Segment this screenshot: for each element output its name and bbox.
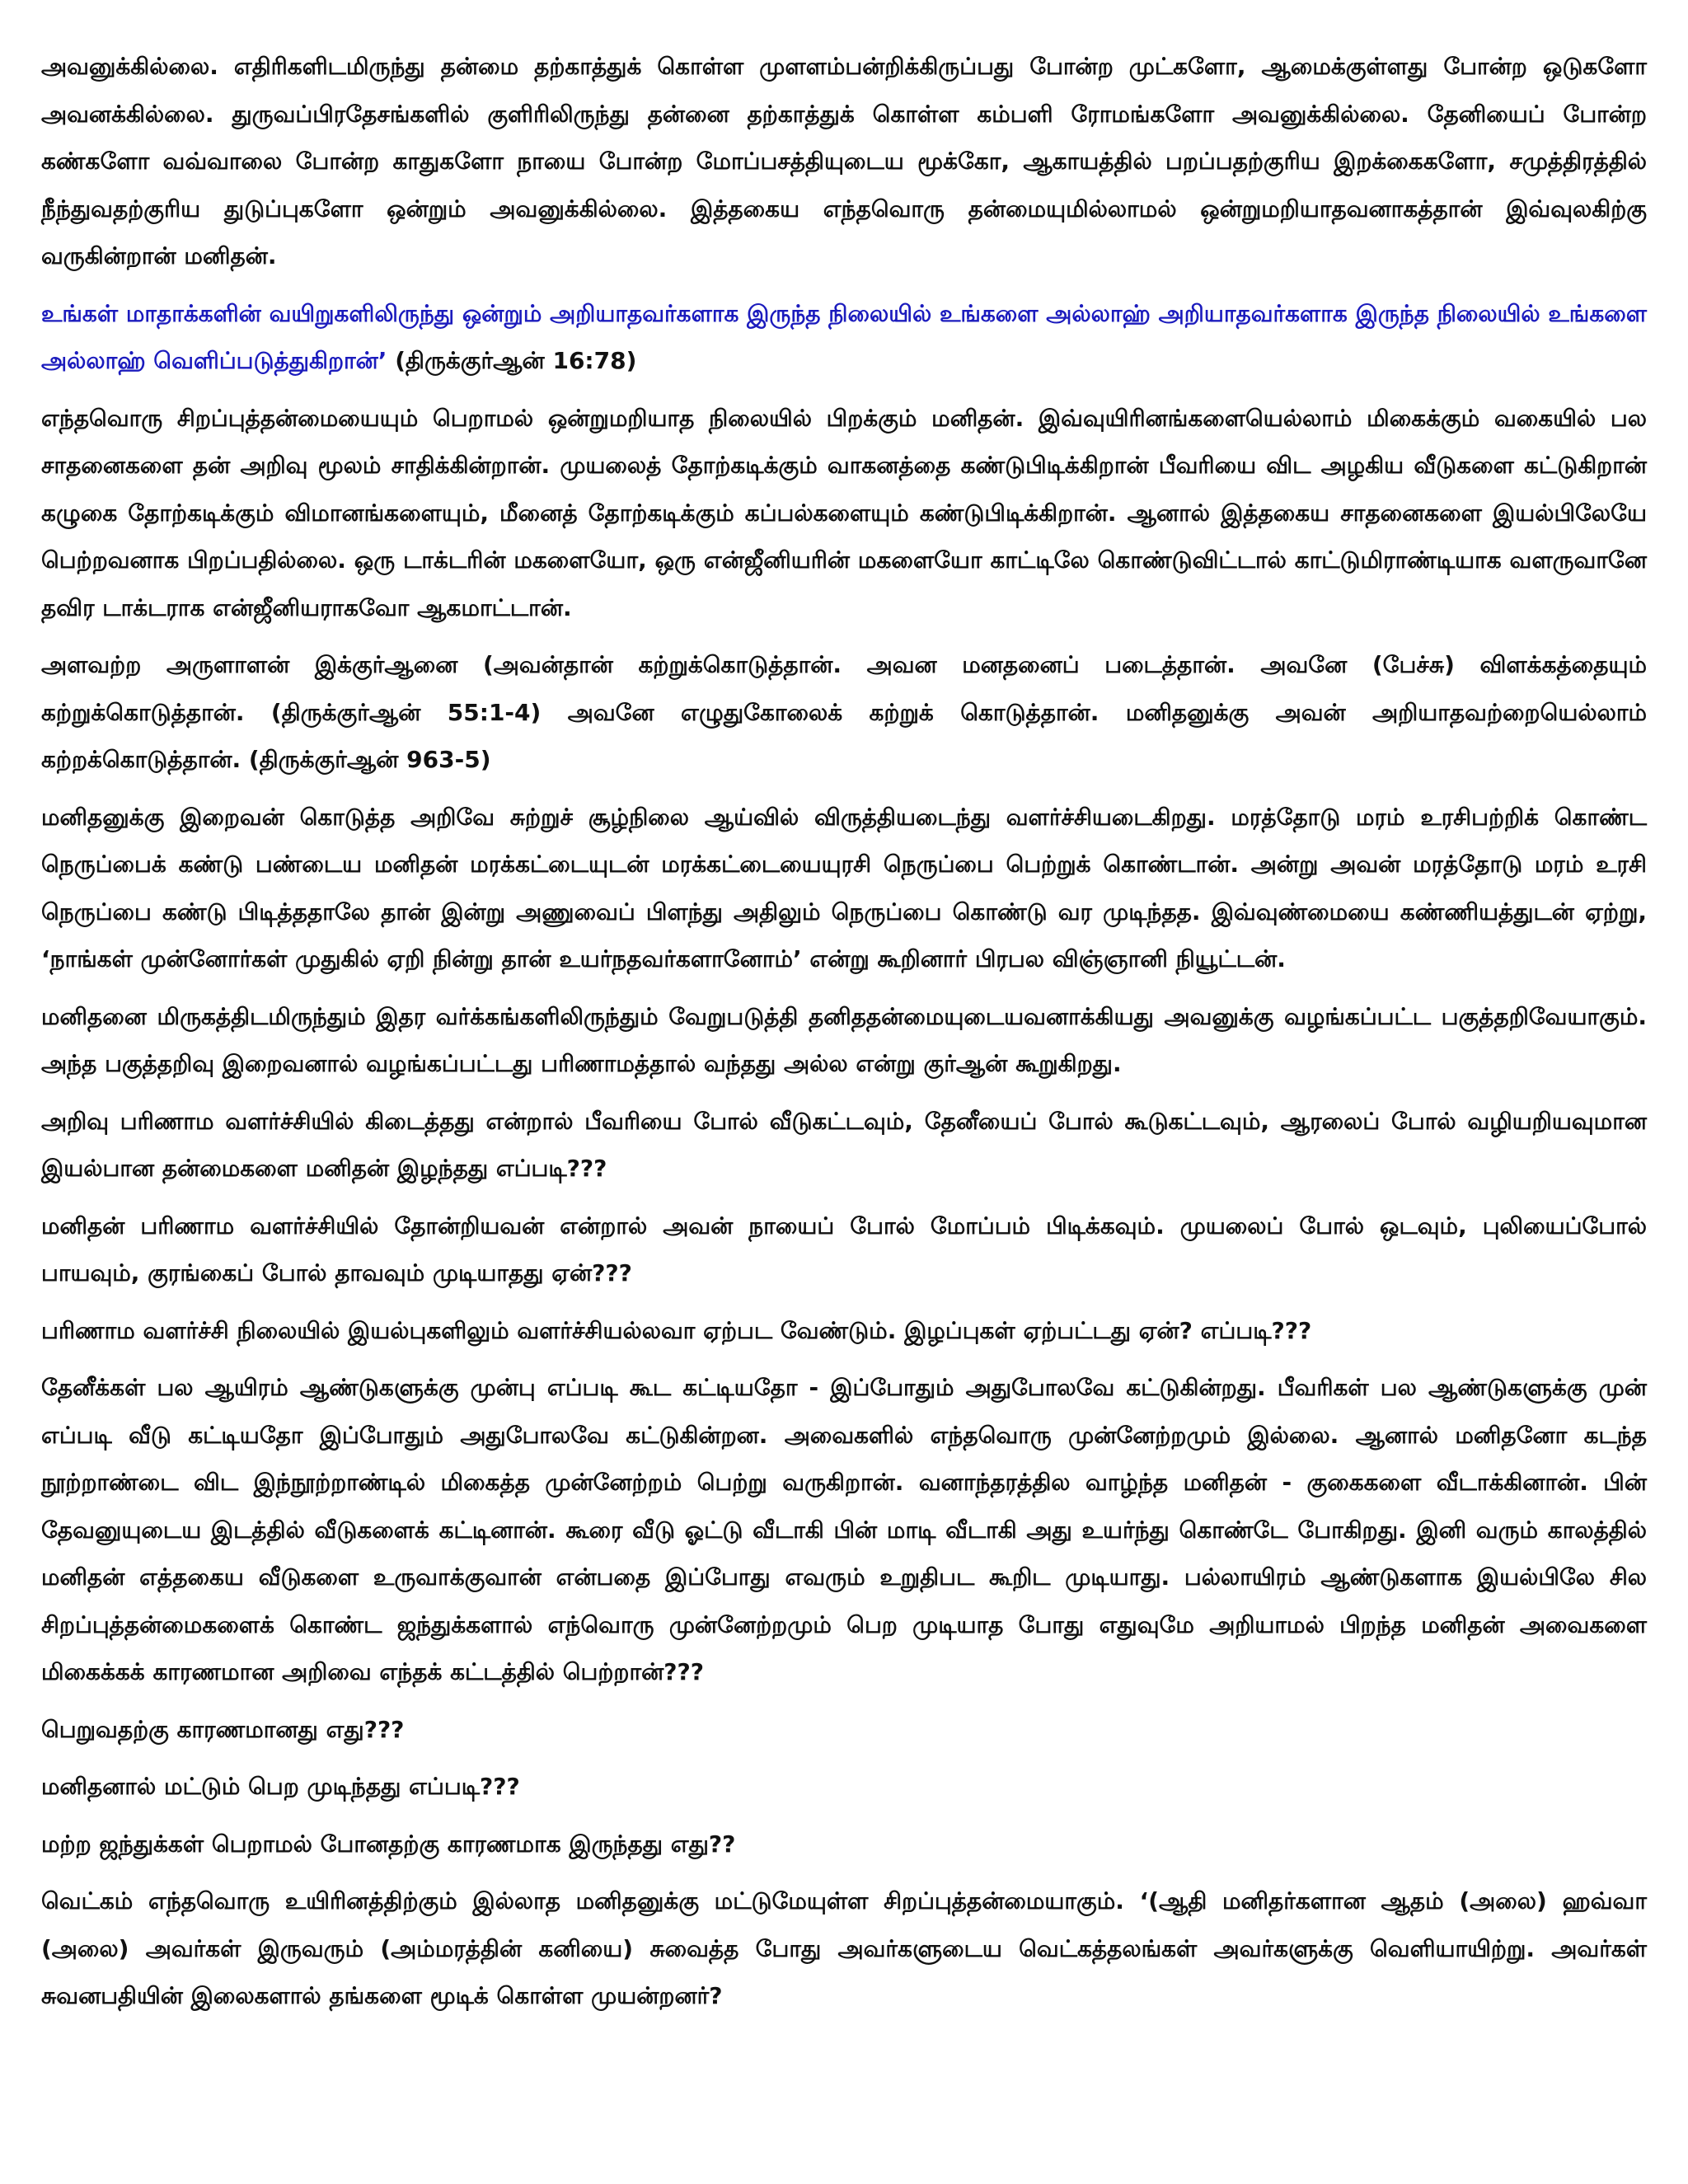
question-2: மனிதனால் மட்டும் பெற முடிந்தது எப்படி???	[41, 1773, 520, 1800]
question-3: மற்ற ஜந்துக்கள் பெறாமல் போனதற்கு காரணமாக இருந்தது எது??	[41, 1830, 736, 1858]
paragraph-14: வெட்கம் எந்தவொரு உயிரினத்திற்கும் இல்லாத மனிதனுக்கு மட்டுமேயுள்ள சிறப்புத்தன்மையாகும். ‘(ஆதி மனிதர்களான ஆதம் (அலை) ஹவ்வா (அலை) அவர்கள் இருவரும் (அம்மரத்தின் கனியை) சுவைத்த போது அவர்களுடைய வெட்கத்தலங்கள் அவர்களுக்கு வெளியாயிற்று. அவர்கள் சுவனபதியின் இலைகளால் தங்களை மூடிக் கொள்ள முயன்றனர்?	[41, 1887, 1647, 2009]
paragraph-4: அளவற்ற அருளாளன் இக்குர்ஆனை (அவன்தான் கற்றுக்கொடுத்தான். அவன மனதனைப் படைத்தான். அவனே (பேச்சு) விளக்கத்தையும் கற்றுக்கொடுத்தான். (திருக்குர்ஆன் 55:1-4) அவனே எழுதுகோலைக் கற்றுக் கொடுத்தான். மனிதனுக்கு அவன் அறியாதவற்றையெல்லாம் கற்றக்கொடுத்தான். (திருக்குர்ஆன் 963-5)	[41, 651, 1647, 773]
paragraph-10: தேனீக்கள் பல ஆயிரம் ஆண்டுகளுக்கு முன்பு எப்படி கூட கட்டியதோ - இப்போதும் அதுபோலவே கட்டுகின்றது. பீவரிகள் பல ஆண்டுகளுக்கு முன் எப்படி வீடு கட்டியதோ இப்போதும் அதுபோலவே கட்டுகின்றன. அவைகளில் எந்தவொரு முன்னேற்றமும் இல்லை. ஆனால் மனிதனோ கடந்த நூற்றாண்டை விட இந்நூற்றாண்டில் மிகைத்த முன்னேற்றம் பெற்று வருகிறான். வனாந்தரத்தில வாழ்ந்த மனிதன் - குகைகளை வீடாக்கினான். பின் தேவனுயுடைய இடத்தில் வீடுகளைக் கட்டினான். கூரை வீடு ஓட்டு வீடாகி பின் மாடி வீடாகி அது உயர்ந்து கொண்டே போகிறது. இனி வரும் காலத்தில் மனிதன் எத்தகைய வீடுகளை உருவாக்குவான் என்பதை இப்போது எவரும் உறுதிபட கூறிட முடியாது. பல்லாயிரம் ஆண்டுகளாக இயல்பிலே சில சிறப்புத்தன்மைகளைக் கொண்ட ஜந்துக்களால் எந்வொரு முன்னேற்றமும் பெற முடியாத போது எதுவுமே அறியாமல் பிறந்த மனிதன் அவைகளை மிகைக்கக் காரணமான அறிவை எந்தக் கட்டத்தில் பெற்றான்???	[41, 1374, 1647, 1685]
quote-text: உங்கள் மாதாக்களின் வயிறுகளிலிருந்து ஒன்றும் அறியாதவர்களாக இருந்த நிலையில் உங்களை அல்லாஹ் அறியாதவர்களாக இருந்த நிலையில் உங்களை அல்லாஹ் வெளிப்படுத்துகிறான்’	[41, 299, 1647, 374]
paragraph-3: எந்தவொரு சிறப்புத்தன்மையையும் பெறாமல் ஒன்றுமறியாத நிலையில் பிறக்கும் மனிதன். இவ்வுயிரினங்களையெல்லாம் மிகைக்கும் வகையில் பல சாதனைகளை தன் அறிவு மூலம் சாதிக்கின்றான். முயலைத் தோற்கடிக்கும் வாகனத்தை கண்டுபிடிக்கிறான் பீவரியை விட அழகிய வீடுகளை கட்டுகிறான் கழுகை தோற்கடிக்கும் விமானங்களையும், மீனைத் தோற்கடிக்கும் கப்பல்களையும் கண்டுபிடிக்கிறான். ஆனால் இத்தகைய சாதனைகளை இயல்பிலேயே பெற்றவனாக பிறப்பதில்லை. ஒரு டாக்டரின் மகளையோ, ஒரு என்ஜீனியரின் மகளையோ காட்டிலே கொண்டுவிட்டால் காட்டுமிராண்டியாக வளருவானே தவிர டாக்டராக என்ஜீனியராகவோ ஆகமாட்டான்.	[41, 404, 1647, 621]
paragraph-7: அறிவு பரிணாம வளர்ச்சியில் கிடைத்தது என்றால் பீவரியை போல் வீடுகட்டவும், தேனீயைப் போல் கூடுகட்டவும், ஆரலைப் போல் வழியறியவுமான இயல்பான தன்மைகளை மனிதன் இழந்தது எப்படி???	[41, 1107, 1647, 1182]
paragraph-5: மனிதனுக்கு இறைவன் கொடுத்த அறிவே சுற்றுச் சூழ்நிலை ஆய்வில் விருத்தியடைந்து வளர்ச்சியடைகிறது. மரத்தோடு மரம் உரசிபற்றிக் கொண்ட நெருப்பைக் கண்டு பண்டைய மனிதன் மரக்கட்டையுடன் மரக்கட்டையையுரசி நெருப்பை பெற்றுக் கொண்டான். அன்று அவன் மரத்தோடு மரம் உரசி நெருப்பை கண்டு பிடித்ததாலே தான் இன்று அணுவைப் பிளந்து அதிலும் நெருப்பை கொண்டு வர முடிந்தத. இவ்வுண்மையை கண்ணியத்துடன் ஏற்று, ‘நாங்கள் முன்னோர்கள் முதுகில் ஏறி நின்று தான் உயர்நதவர்களானோம்’ என்று கூறினார் பிரபல விஞ்ஞானி நியூட்டன்.	[41, 803, 1647, 972]
document-page	[41, 43, 1647, 2030]
quran-quote-paragraph	[41, 290, 1647, 385]
paragraph-9: பரிணாம வளர்ச்சி நிலையில் இயல்புகளிலும் வளர்ச்சியல்லவா ஏற்பட வேண்டும். இழப்புகள் ஏற்பட்டது ஏன்? எப்படி???	[41, 1316, 1312, 1344]
quote-reference: (திருக்குர்ஆன் 16:78)	[387, 347, 637, 374]
paragraph-8: மனிதன் பரிணாம வளர்ச்சியில் தோன்றியவன் என்றால் அவன் நாயைப் போல் மோப்பம் பிடிக்கவும். முயலைப் போல் ஒடவும், புலியைப்போல் பாயவும், குரங்கைப் போல் தாவவும் முடியாதது ஏன்???	[41, 1212, 1647, 1286]
paragraph-6: மனிதனை மிருகத்திடமிருந்தும் இதர வர்க்கங்களிலிருந்தும் வேறுபடுத்தி தனிததன்மையுடையவனாக்கியது அவனுக்கு வழங்கப்பட்ட பகுத்தறிவேயாகும். அந்த பகுத்தறிவு இறைவனால் வழங்கப்பட்டது பரிணாமத்தால் வந்தது அல்ல என்று குர்ஆன் கூறுகிறது.	[41, 1002, 1647, 1077]
paragraph-1: அவனுக்கில்லை. எதிரிகளிடமிருந்து தன்மை தற்காத்துக் கொள்ள முளளம்பன்றிக்கிருப்பது போன்ற முட்களோ, ஆமைக்குள்ளது போன்ற ஒடுகளோ அவனக்கில்லை. துருவப்பிரதேசங்களில் குளிரிலிருந்து தன்னை தற்காத்துக் கொள்ள கம்பளி ரோமங்களோ அவனுக்கில்லை. தேனியைப் போன்ற கண்களோ வவ்வாலை போன்ற காதுகளோ நாயை போன்ற மோப்பசத்தியுடைய மூக்கோ, ஆகாயத்தில் பறப்பதற்குரிய இறக்கைகளோ, சமுத்திரத்தில் நீந்துவதற்குரிய துடுப்புகளோ ஒன்றும் அவனுக்கில்லை. இத்தகைய எந்தவொரு தன்மையுமில்லாமல் ஒன்றுமறியாதவனாகத்தான் இவ்வுலகிற்கு வருகின்றான் மனிதன்.	[41, 53, 1648, 269]
question-1: பெறுவதற்கு காரணமானது எது???	[41, 1715, 405, 1743]
